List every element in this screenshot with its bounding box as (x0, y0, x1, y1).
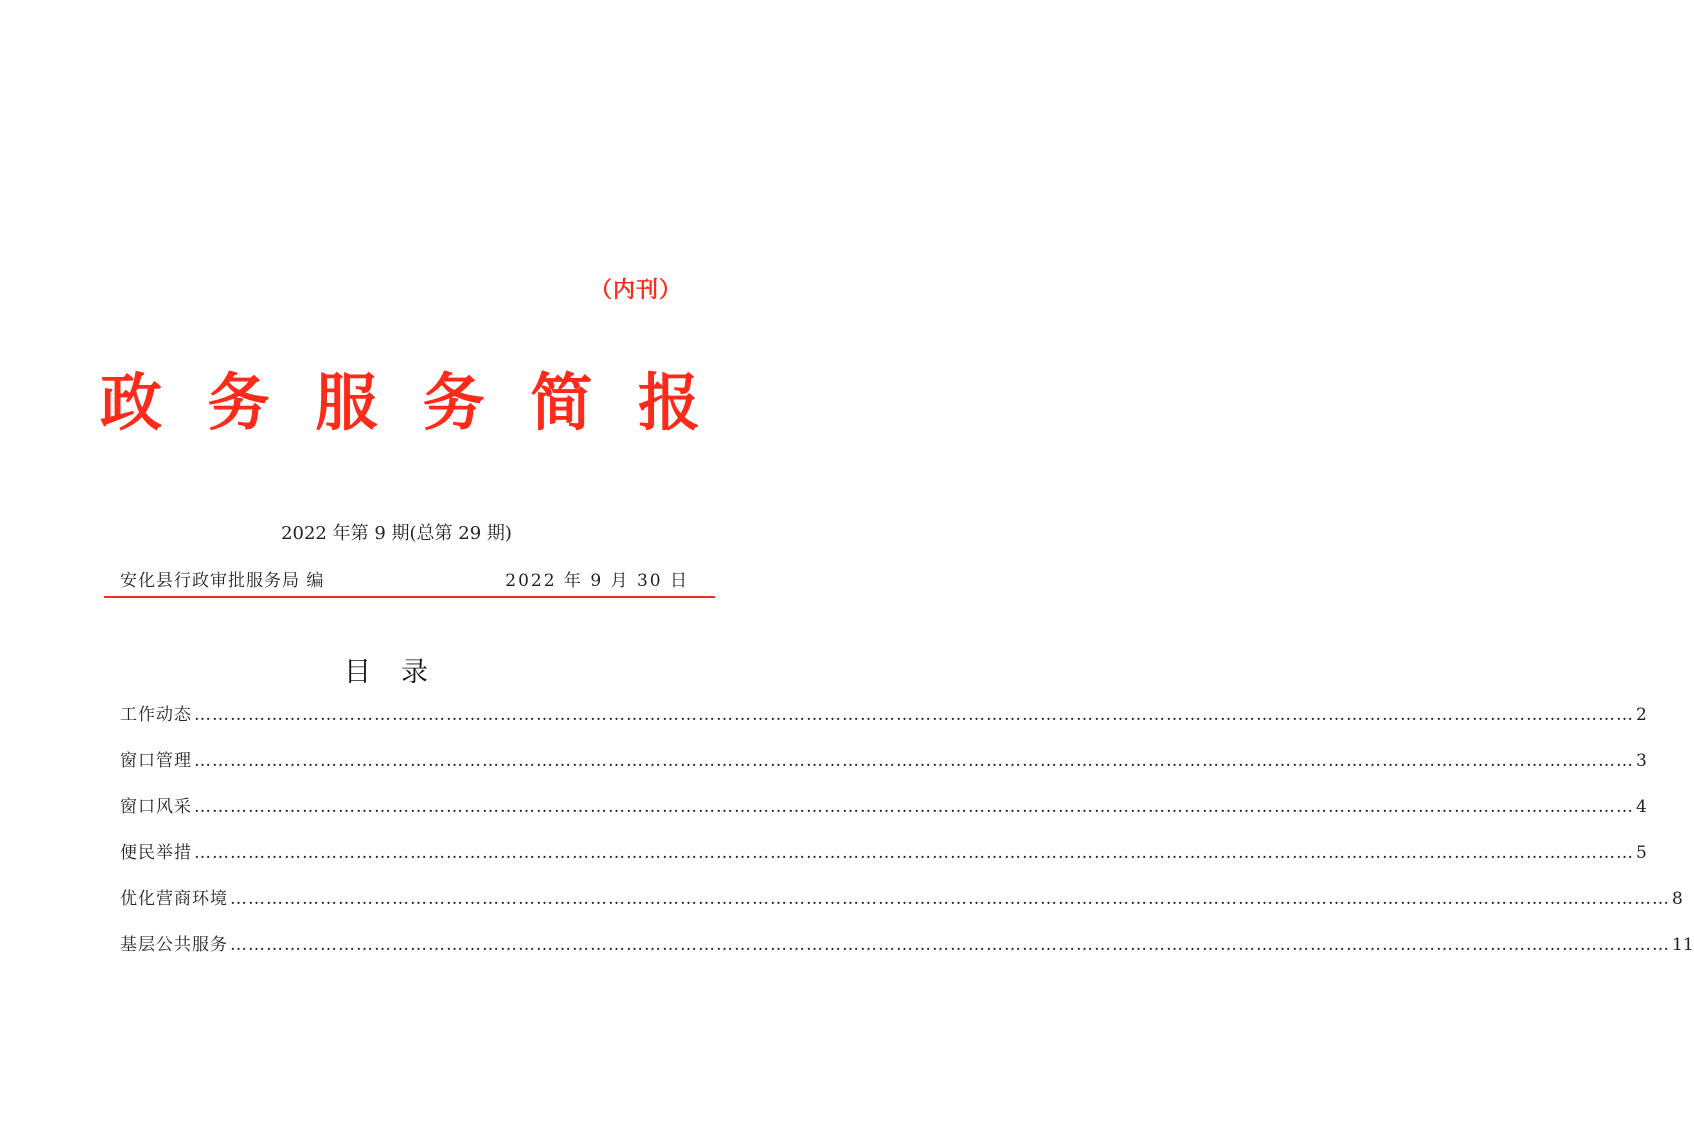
toc-leader-dots: …………………………………………………………………………………………………………………………………………………………………………………………………………………… (194, 843, 1634, 863)
toc-leader-dots: …………………………………………………………………………………………………………………………………………………………………………………………………………………… (194, 751, 1634, 771)
toc-item-label: 窗口风采 (120, 797, 192, 817)
toc-item-page: 8 (1672, 889, 1683, 909)
editor-line: 安化县行政审批服务局 编 (120, 571, 325, 591)
toc-item-label: 基层公共服务 (120, 935, 228, 955)
toc-item[interactable] (120, 700, 1647, 746)
toc-leader-dots: …………………………………………………………………………………………………………………………………………………………………………………………………………………… (194, 705, 1634, 725)
toc-leader-dots: …………………………………………………………………………………………………………………………………………………………………………………………………………………… (230, 889, 1670, 909)
masthead-char: 报 (637, 366, 700, 439)
toc-item[interactable] (120, 746, 1647, 792)
masthead-char: 服 (315, 366, 378, 439)
masthead-title (100, 358, 700, 448)
table-of-contents (120, 700, 1694, 976)
toc-item[interactable] (120, 838, 1647, 884)
masthead-char: 简 (530, 366, 593, 439)
toc-item-page: 4 (1636, 797, 1647, 817)
toc-leader-dots: …………………………………………………………………………………………………………………………………………………………………………………………………………………… (194, 797, 1634, 817)
toc-leader-dots: …………………………………………………………………………………………………………………………………………………………………………………………………………………… (230, 935, 1670, 955)
toc-item[interactable] (120, 792, 1647, 838)
issue-number: 2022 年第 9 期(总第 29 期) (281, 523, 512, 544)
toc-item-page: 5 (1636, 843, 1647, 863)
toc-item[interactable] (120, 884, 1683, 930)
toc-item-label: 优化营商环境 (120, 889, 228, 909)
red-divider (104, 596, 715, 598)
toc-item[interactable] (120, 930, 1694, 976)
toc-title: 目录 (344, 657, 458, 688)
toc-item-label: 便民举措 (120, 843, 192, 863)
publish-date: 2022 年 9 月 30 日 (505, 571, 689, 591)
masthead-char: 务 (207, 366, 270, 439)
masthead-char: 政 (100, 366, 163, 439)
toc-item-page: 3 (1636, 751, 1647, 771)
internal-label: （内刊） (590, 277, 683, 303)
toc-item-label: 工作动态 (120, 705, 192, 725)
toc-item-label: 窗口管理 (120, 751, 192, 771)
masthead-char: 务 (422, 366, 485, 439)
toc-item-page: 11 (1672, 935, 1694, 955)
toc-item-page: 2 (1636, 705, 1647, 725)
